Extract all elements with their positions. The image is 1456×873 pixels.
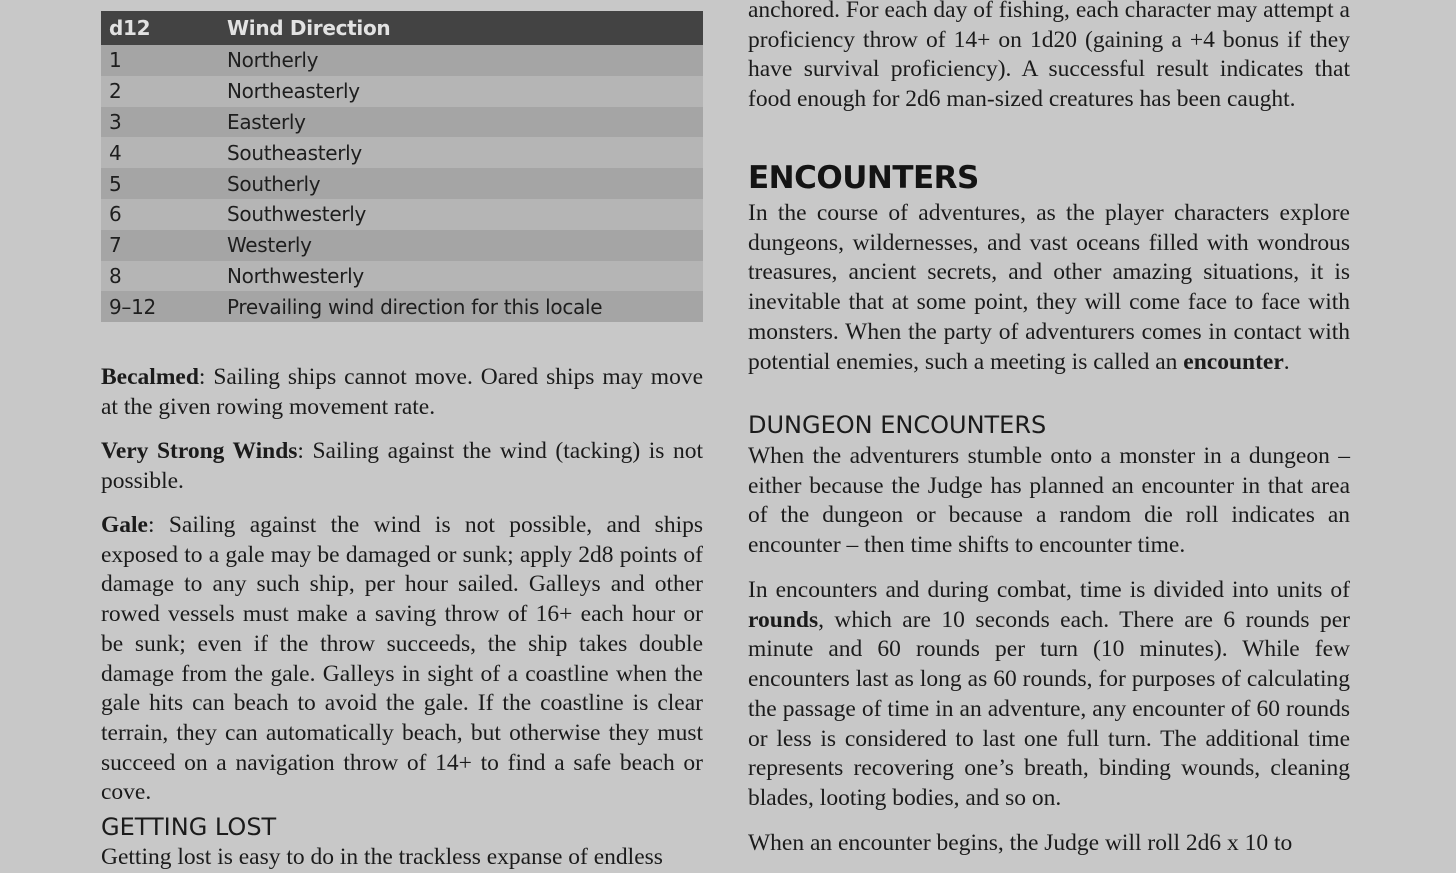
table-cell-roll: 7 bbox=[101, 230, 219, 261]
table-row bbox=[101, 107, 703, 138]
table-header-d12: d12 bbox=[101, 11, 219, 45]
table-cell-roll: 9–12 bbox=[101, 291, 219, 322]
table-row bbox=[101, 45, 703, 76]
table-cell-direction: Southerly bbox=[219, 168, 703, 199]
becalmed-term: Becalmed bbox=[101, 364, 199, 390]
table-row bbox=[101, 76, 703, 107]
becalmed-text: : Sailing ships cannot move. Oared ships may move at the given rowing movement rate. bbox=[101, 364, 703, 420]
table-cell-direction: Northwesterly bbox=[219, 261, 703, 292]
table-cell-roll: 6 bbox=[101, 199, 219, 230]
getting-lost-paragraph: Getting lost is easy to do in the trackless expanse of endless bbox=[101, 844, 663, 870]
gale-text: : Sailing against the wind is not possible, and ships exposed to a gale may be damaged or sunk; apply 2d8 points of damage to any such ship, per hour sailed. Galleys and other rowed vessels must make a saving throw of 16+ each hour or be sunk; even if the throw succeeds, the ship takes double damage from the gale. Galleys in sight of a coastline when the gale hits can beach to avoid the gale. If the coastline is clear terrain, they can automatically beach, but otherwise they must succeed on a navigation throw of 14+ to find a safe beach or cove. bbox=[101, 512, 703, 806]
table-row bbox=[101, 291, 703, 322]
table-cell-roll: 4 bbox=[101, 137, 219, 168]
table-cell-roll: 5 bbox=[101, 168, 219, 199]
rounds-paragraph bbox=[748, 576, 1350, 814]
table-row bbox=[101, 230, 703, 261]
dungeon-encounters-heading: DUNGEON ENCOUNTERS bbox=[748, 411, 1047, 439]
very-strong-winds-text: : Sailing against the wind (tacking) is not possible. bbox=[101, 438, 703, 494]
table-row bbox=[101, 168, 703, 199]
getting-lost-heading: GETTING LOST bbox=[101, 813, 277, 841]
table-cell-direction: Prevailing wind direction for this locale bbox=[219, 291, 703, 322]
table-row bbox=[101, 199, 703, 230]
table-cell-direction: Southwesterly bbox=[219, 199, 703, 230]
table-row bbox=[101, 137, 703, 168]
encounters-text-b: . bbox=[1283, 348, 1290, 375]
rounds-text-a: In encounters and during combat, time is divided into units of bbox=[748, 577, 1350, 603]
table-row bbox=[101, 261, 703, 292]
very-strong-winds-term: Very Strong Winds bbox=[101, 438, 298, 464]
table-cell-roll: 2 bbox=[101, 76, 219, 107]
encounters-text-a: In the course of adventures, as the player characters explore dungeons, wildernesses, and vast oceans filled with wondrous treasures, ancient secrets, and other amazing situations, it is inevitable that at some point, they will come face to face with monsters. When the party of adventurers comes in contact with potential enemies, such a meeting is called an bbox=[748, 200, 1350, 375]
gale-paragraph bbox=[101, 511, 703, 808]
table-header-wind-direction: Wind Direction bbox=[219, 11, 703, 45]
dungeon-encounters-paragraph: When the adventurers stumble onto a monster in a dungeon – either because the Judge has planned an encounter in that area of the dungeon or because a random die roll indicates an encounter – then time shifts to encounter time. bbox=[748, 443, 1350, 559]
table-cell-roll: 8 bbox=[101, 261, 219, 292]
fishing-paragraph: anchored. For each day of fishing, each character may attempt a proficiency throw of 14+ on 1d20 (gaining a +4 bonus if they have survival proficiency). A successful result indicates that food enough for 2d6 man-sized creatures has been caught. bbox=[748, 0, 1350, 113]
rounds-text-b: , which are 10 seconds each. There are 6 rounds per minute and 60 rounds per turn (10 minutes). While few encounters last as long as 60 rounds, for purposes of calculating the passage of time in an adventure, any encounter of 60 rounds or less is considered to last one full turn. The additional time represents recovering one’s breath, binding wounds, cleaning blades, looting bodies, and so on. bbox=[748, 606, 1350, 811]
encounters-paragraph bbox=[748, 199, 1350, 377]
very-strong-winds-paragraph bbox=[101, 437, 703, 496]
table-cell-roll: 1 bbox=[101, 45, 219, 76]
gale-term: Gale bbox=[101, 512, 148, 538]
table-cell-direction: Northeasterly bbox=[219, 76, 703, 107]
encounters-heading: ENCOUNTERS bbox=[748, 160, 979, 196]
table-header-row bbox=[101, 11, 703, 45]
wind-direction-table bbox=[101, 11, 703, 322]
encounter-begins-paragraph: When an encounter begins, the Judge will roll 2d6 x 10 to bbox=[748, 830, 1293, 856]
becalmed-paragraph bbox=[101, 363, 703, 422]
table-cell-direction: Northerly bbox=[219, 45, 703, 76]
table-cell-direction: Westerly bbox=[219, 230, 703, 261]
rounds-term: rounds bbox=[748, 606, 819, 633]
table-cell-direction: Southeasterly bbox=[219, 137, 703, 168]
table-cell-direction: Easterly bbox=[219, 107, 703, 138]
table-cell-roll: 3 bbox=[101, 107, 219, 138]
encounter-term: encounter bbox=[1183, 348, 1284, 375]
